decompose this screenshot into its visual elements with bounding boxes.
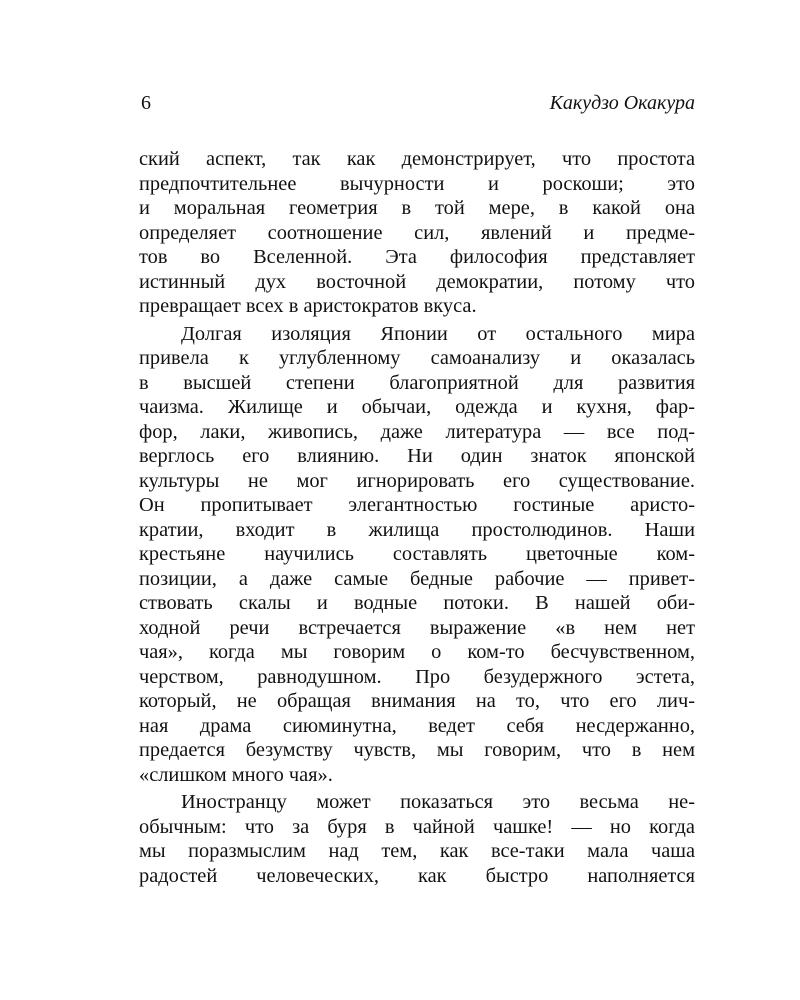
text-line: истинный дух восточной демократии, потому что: [139, 270, 695, 293]
text-line: и моральная геометрия в той мере, в какой она: [139, 197, 695, 219]
text-line: Иностранцу может показаться это весьма не-: [181, 791, 695, 813]
text-line: предается безумству чувств, мы говорим, что в нем: [139, 739, 695, 761]
text-line: привела к углубленному самоанализу и оказалась: [139, 347, 695, 369]
text-line: кратии, входит в жилища простолюдинов. Наши: [139, 518, 695, 541]
running-head: [139, 92, 695, 122]
text-line: чая», когда мы говорим о ком-то бесчувственном,: [139, 641, 695, 663]
text-line: ная драма сиюминутна, ведет себя несдержанно,: [139, 714, 695, 737]
text-line: Долгая изоляция Японии от остального мира: [181, 322, 695, 345]
text-line: превращает всех в аристократов вкуса.: [139, 295, 477, 317]
text-line: культуры не мог игнорировать его существование.: [139, 469, 695, 492]
body-text: [139, 147, 695, 888]
running-head-author: Какудзо Окакура: [549, 92, 695, 114]
text-line: верглось его влиянию. Ни один знаток японской: [139, 445, 695, 467]
book-page: [139, 92, 695, 888]
text-line: ствовать скалы и водные потоки. В нашей оби-: [139, 592, 695, 614]
text-line: Он пропитывает элегантностью гостиные аристо-: [139, 494, 695, 516]
text-line: ходной речи встречается выражение «в нем нет: [139, 616, 695, 639]
text-line: предпочтительнее вычурности и роскоши; это: [139, 172, 695, 195]
paragraph: [139, 322, 695, 788]
text-line: радостей человеческих, как быстро наполняется: [139, 864, 695, 887]
text-line: тов во Вселенной. Эта философия представляет: [139, 246, 695, 268]
paragraph: [139, 147, 695, 319]
text-line: который, не обращая внимания на то, что его лич-: [139, 690, 695, 712]
text-line: черством, равнодушном. Про безудержного эстета,: [139, 665, 695, 688]
text-line: обычным: что за буря в чайной чашке! — но когда: [139, 815, 695, 838]
text-line: «слишком много чая».: [139, 763, 333, 786]
text-line: крестьяне научились составлять цветочные ком-: [139, 543, 695, 565]
paragraph: [139, 790, 695, 888]
text-line: определяет соотношение сил, явлений и предме-: [139, 221, 695, 244]
page-number: 6: [141, 92, 151, 114]
text-line: ский аспект, так как демонстрирует, что простота: [139, 148, 695, 170]
text-line: мы поразмыслим над тем, как все-таки мала чаша: [139, 840, 695, 862]
text-line: фор, лаки, живопись, даже литература — все под-: [139, 420, 695, 443]
text-line: чаизма. Жилище и обычаи, одежда и кухня, фар-: [139, 396, 695, 418]
text-line: позиции, а даже самые бедные рабочие — привет-: [139, 567, 695, 590]
text-line: в высшей степени благоприятной для развития: [139, 371, 695, 394]
